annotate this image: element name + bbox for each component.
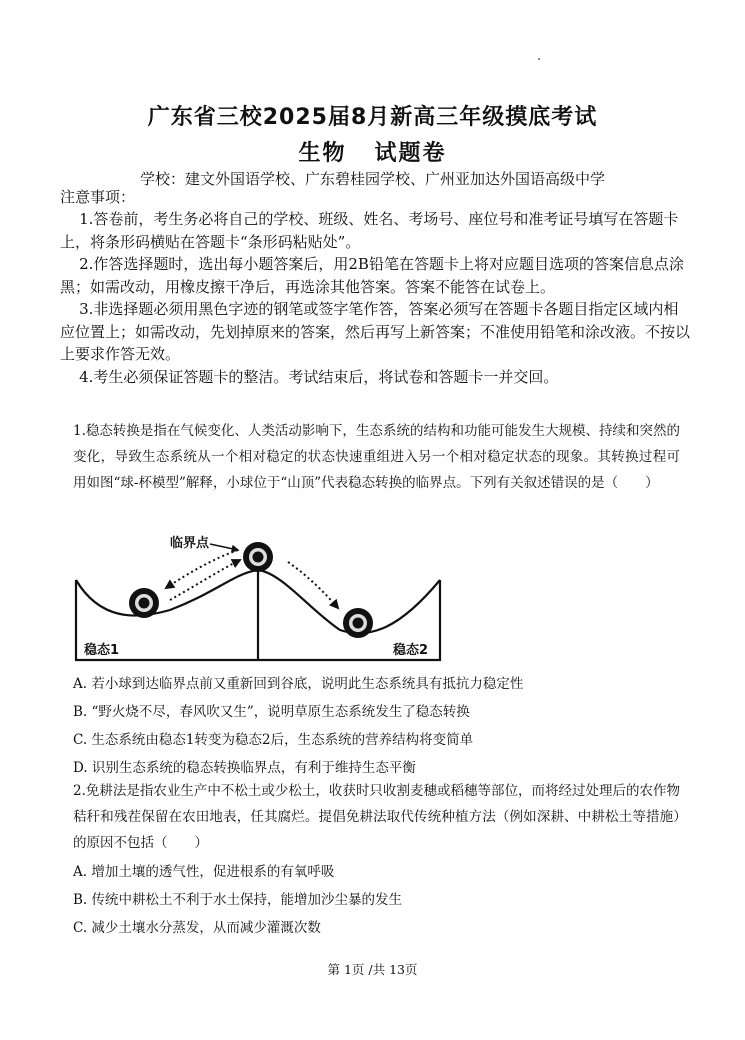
paper-type: 试题卷 <box>374 141 447 166</box>
ball-critical-point <box>243 542 273 572</box>
ball-cup-diagram <box>70 528 445 663</box>
question-2-options <box>73 858 680 942</box>
school-list: 学校：建文外国语学校、广东碧桂园学校、广州亚加达外国语高级中学 <box>139 170 605 188</box>
speck <box>538 58 540 60</box>
arrow-critical-pointer <box>210 544 238 550</box>
option-b: B. 传统中耕松土不利于水土保持，能增加沙尘暴的发生 <box>73 892 403 908</box>
option-d: D. 识别生态系统的稳态转换临界点，有利于维持生态平衡 <box>73 760 416 776</box>
question-1-stem: 1.稳态转换是指在气候变化、人类活动影响下，生态系统的结构和功能可能发生大规模、持续和突然的变化，导致生态系统从一个相对稳定的状态快速重组进入另一个相对稳定状态的现象。其转换过程可用如图“球-杯模型”解释，小球位于“山顶”代表稳态转换的临界点。下列有关叙述错误的是（ ） <box>73 423 680 491</box>
option-a: A. 增加土壤的透气性，促进根系的有氧呼吸 <box>73 864 335 880</box>
ball-state-1 <box>129 588 159 618</box>
notice-item: 1.答卷前，考生务必将自己的学校、班级、姓名、考场号、座位号和准考证号填写在答题卡上，将条形码横贴在答题卡“条形码粘贴处”。 <box>60 210 679 251</box>
page-number: 第 1页 /共 13页 <box>327 962 418 977</box>
option-a: A. 若小球到达临界点前又重新回到谷底，说明此生态系统具有抵抗力稳定性 <box>73 676 524 692</box>
question-2-stem: 2.免耕法是指农业生产中不松土或少松土，收获时只收割麦穗或稻穗等部位，而将经过处理后的农作物秸秆和残茬保留在农田地表，任其腐烂。提倡免耕法取代传统种植方法（例如深耕、中耕松土等措施）的原因不包括（ ） <box>73 783 680 851</box>
exam-title: 广东省三校2025届8月新高三年级摸底考试 <box>147 105 598 130</box>
label-state-2: 稳态2 <box>393 643 429 658</box>
arrow-down-to-state-2 <box>288 562 338 608</box>
label-state-1: 稳态1 <box>84 643 120 658</box>
ball-state-2 <box>343 608 373 638</box>
option-c: C. 减少土壤水分蒸发，从而减少灌溉次数 <box>73 920 321 936</box>
option-b: B. “野火烧不尽，春风吹又生”，说明草原生态系统发生了稳态转换 <box>73 704 470 720</box>
notice-item: 3.非选择题必须用黑色字迹的钢笔或签字笔作答，答案必须写在答题卡各题目指定区域内相应位置上；如需改动，先划掉原来的答案，然后再写上新答案；不准使用铅笔和涂改液。不按以上要求作答无效。 <box>60 300 691 363</box>
notice-item: 2.作答选择题时，选出每小题答案后，用2B铅笔在答题卡上将对应题目选项的答案信息点涂黑；如需改动，用橡皮擦干净后，再选涂其他答案。答案不能答在试卷上。 <box>60 255 684 296</box>
option-c: C. 生态系统由稳态1转变为稳态2后，生态系统的营养结构将变简单 <box>73 732 474 748</box>
label-critical-point: 临界点 <box>170 536 210 551</box>
notice-heading: 注意事项： <box>60 188 136 206</box>
subject-name: 生物 <box>298 141 347 166</box>
notice-list <box>60 208 690 388</box>
notice-item: 4.考生必须保证答题卡的整洁。考试结束后，将试卷和答题卡一并交回。 <box>79 367 559 386</box>
exam-subtitle <box>0 136 745 167</box>
question-1-options <box>73 670 680 782</box>
